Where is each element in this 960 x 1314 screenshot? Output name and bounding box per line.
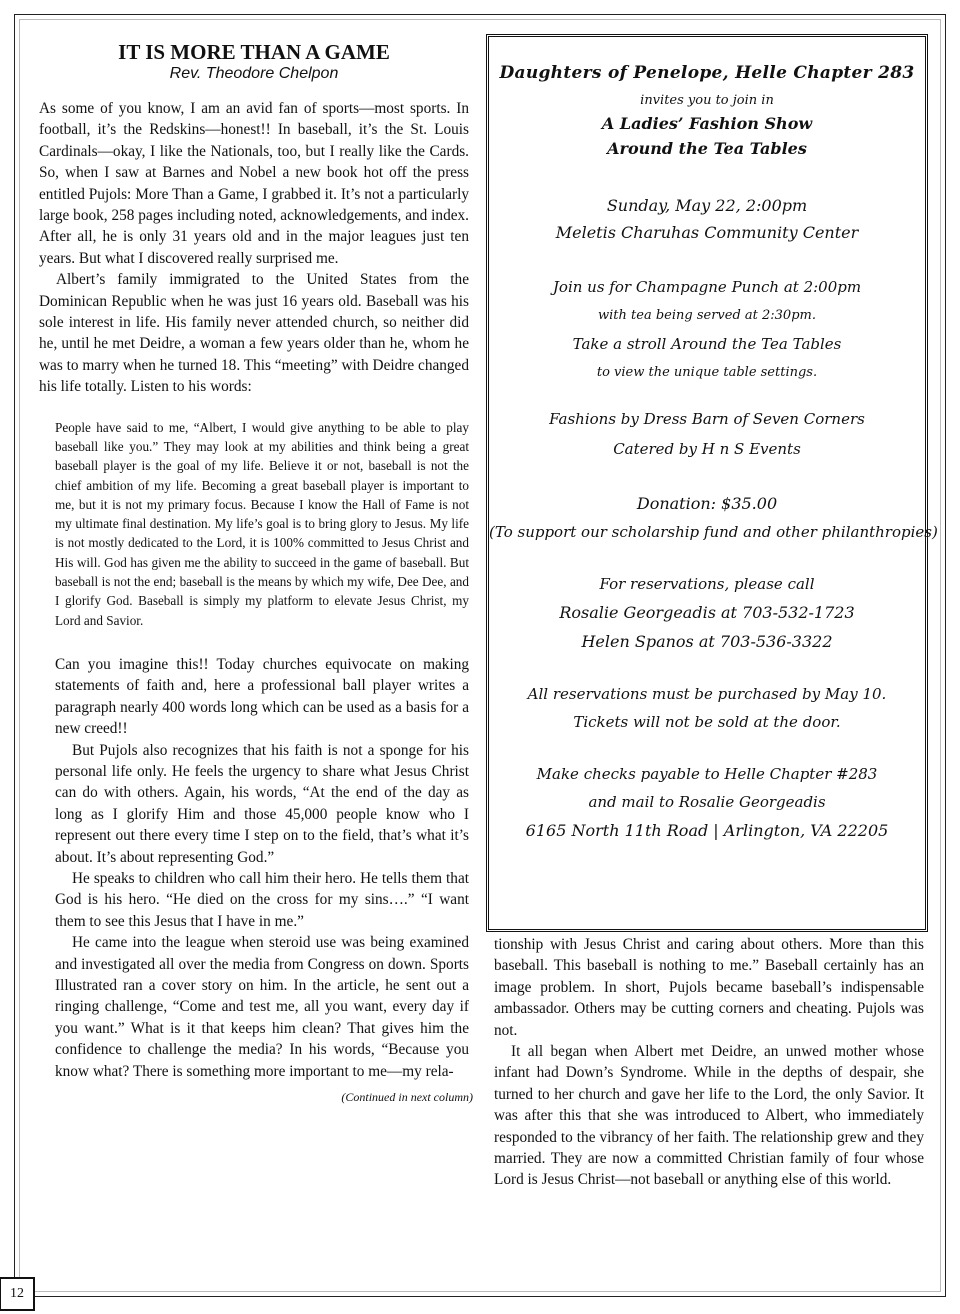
page-number: 12 [0, 1277, 35, 1311]
article-title: IT IS MORE THAN A GAME [118, 40, 390, 64]
article-paragraph: But Pujols also recognizes that his faith is not a sponge for his personal life only. He feels the urgency to share what Jesus Christ can do with others. Again, his words, “At the end of the day as long as I glorify Him and those 45,000 people know who I represent out there every time I step on to the field, that’s what it’s about. It’s about representing God.” [55, 741, 469, 866]
ad-view: to view the unique table settings. [596, 365, 818, 380]
ad-event-subtitle: Around the Tea Tables [607, 139, 807, 158]
quote-text: People have said to me, “Albert, I would give anything to be able to play baseball like you.” They may look at my abilities and think being a great baseball player is the goal of my life. Believe it or not, baseball is not the chief ambition of my life. Becoming a great baseball player is important to me, but it is not my primary focus. Because I know the Hall of Fame is not my ultimate final destination. My life’s goal is to bring glory to Jesus. My life is not mostly dedicated to the Lord, it is 100% committed to Jesus Christ and His will. God has given me the ability to succeed in the game of baseball. But baseball is not the end; baseball is the means by which my wife, Dee Dee, and I glorify God. Baseball is simply my platform to elevate Jesus Christ, my Lord and Savior. [55, 419, 469, 628]
article-paragraph: Can you imagine this!! Today churches equivocate on making statements of faith and, here a professional ball player writes a paragraph nearly 400 words long which can be used as a basis for a new creed!! [55, 655, 469, 738]
ad-contact-2: Helen Spanos at 703-536-3322 [581, 632, 833, 651]
event-advertisement [486, 34, 938, 932]
ad-fashions: Fashions by Dress Barn of Seven Corners [549, 410, 865, 428]
article-paragraph: As some of you know, I am an avid fan of sports—most sports. In football, it’s the Redskins—honest!! In baseball, it’s the St. Louis Cardinals—okay, I like the Nationals, too, but I really like the Cards. So, when I saw at Barnes and Nobel a new book hot off the press entitled Pujols: More Than a Game, I grabbed it. It’s not a particularly large book, 258 pages including noted, acknowledgements, and index. After all, he is only 31 years old and in the major leagues just ten years. But what I discovered really surprised me. [39, 100, 469, 267]
article-paragraph: Albert’s family immigrated to the United States from the Dominican Republic when he was just 16 years old. Baseball was his sole interest in life. His family never attended church, so neither did he, until he met Deidre, a woman a few years older than he, whom he was to marry when he turned 18. This “meeting” with Deidre changed his life totally. Listen to his words: [39, 271, 469, 396]
continued-note: (Continued in next column) [341, 1090, 473, 1105]
article-paragraph: tionship with Jesus Christ and caring about others. More than this baseball. This baseball is nothing to me.” Baseball certainly has an image problem. In short, Pujols became baseball’s indispensable ambassador. Others may be cutting corners and cheating. Pujols was not. [494, 936, 924, 1039]
article-paragraph: It all began when Albert met Deidre, an unwed mother whose infant had Down’s Syndrome. While in the depths of despair, she turned to her church and gave her life to the Lord, the only Savior. It was after this that she was introduced to Albert, who immediately responded to the vibrancy of her faith. The relationship grew and they married. They are now a committed Christian family of four whose Lord is Jesus Christ—not baseball or anything else of this world. [494, 1043, 924, 1189]
article-continuation [39, 654, 473, 1105]
ad-checks: Make checks payable to Helle Chapter #283 [536, 765, 878, 783]
ad-support: (To support our scholarship fund and other philanthropies) [489, 523, 938, 541]
article-column-right [494, 934, 924, 1191]
ad-purchase-deadline: All reservations must be purchased by May 10. [527, 685, 887, 703]
ad-tea: with tea being served at 2:30pm. [598, 308, 816, 323]
ad-punch: Join us for Champagne Punch at 2:00pm [552, 278, 862, 296]
ad-organization: Daughters of Penelope, Helle Chapter 283 [499, 63, 915, 83]
ad-catered: Catered by H n S Events [613, 440, 801, 458]
ad-invite: invites you to join in [640, 93, 774, 108]
ad-stroll: Take a stroll Around the Tea Tables [572, 335, 842, 353]
article-column-left [39, 40, 473, 1105]
ad-reserve: For reservations, please call [599, 575, 815, 593]
block-quote [55, 418, 469, 630]
ad-address: 6165 North 11th Road | Arlington, VA 22205 [525, 821, 889, 840]
ad-event-title: A Ladies’ Fashion Show [601, 114, 813, 133]
ad-contact-1: Rosalie Georgeadis at 703-532-1723 [559, 603, 855, 622]
ad-donation: Donation: $35.00 [636, 494, 778, 513]
ad-venue: Meletis Charuhas Community Center [555, 223, 859, 242]
article-paragraph: He came into the league when steroid use was being examined and investigated all over the media from Congress on down. Sports Illustrated ran a cover story on him. In the article, he sent out a ringing challenge, “Come and test me, all you want, every day if you want.” What is it that keeps him clean? That gives him the confidence to challenge the media? In his words, “Because you know what? There is something more important to me—my rela- [55, 934, 469, 1080]
article-byline: Rev. Theodore Chelpon [169, 65, 339, 82]
article-paragraph: He speaks to children who call him their hero. He tells them that God is his hero. “He died on the cross for my sins….” “I want them to see this Jesus that I have in me.” [55, 870, 469, 930]
ad-door-note: Tickets will not be sold at the door. [573, 713, 841, 731]
ad-date: Sunday, May 22, 2:00pm [606, 196, 808, 215]
ad-mail: and mail to Rosalie Georgeadis [588, 793, 826, 811]
